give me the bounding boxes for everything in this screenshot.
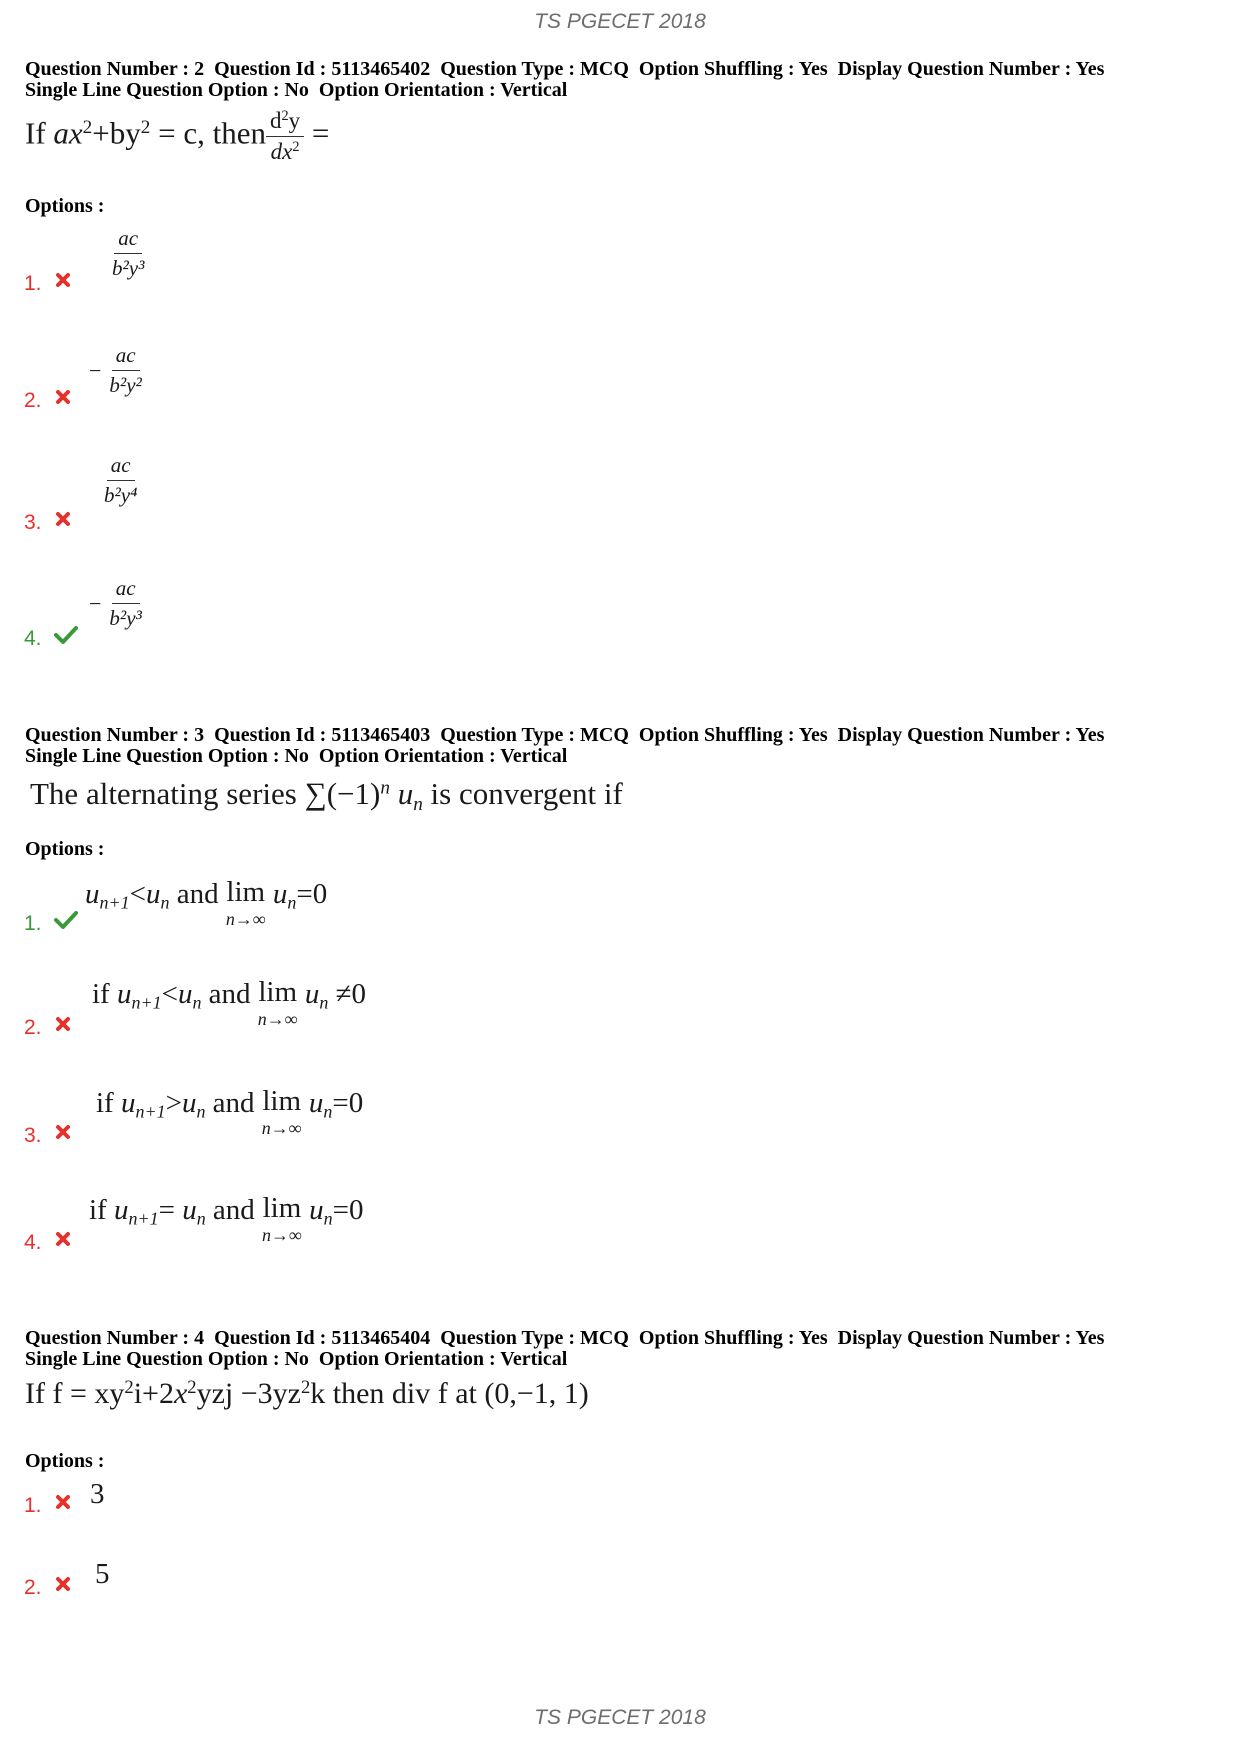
option-relation: > (165, 1087, 182, 1119)
cross-icon (54, 388, 72, 406)
option-number: 1. (24, 1494, 42, 1517)
option-1-formula: $u_{n+1}<u_n$ and lim n→∞ $u_n=0$ (85, 876, 328, 929)
and-word: and (212, 1194, 255, 1226)
check-icon (54, 624, 78, 646)
option-sign: − (89, 357, 102, 383)
option-numerator: ac (112, 576, 140, 604)
stem-mid1: i+2 (133, 1377, 174, 1411)
option-numerator: ac (107, 453, 135, 481)
cross-icon (54, 271, 72, 289)
lim-subscript: n→∞ (262, 1225, 302, 1245)
option-denominator: b²y³ (112, 256, 145, 280)
and-word: and (176, 878, 219, 910)
question-meta-line2: Single Line Question Option : No Option Orientation : Vertical (25, 1348, 568, 1370)
options-label: Options : (25, 1450, 105, 1472)
cross-icon (54, 1123, 72, 1141)
cross-icon (54, 1575, 72, 1593)
stem-tail: k then div f at (0,−1, 1) (310, 1377, 589, 1411)
option-2-value: 5 (95, 1558, 110, 1590)
question-meta-line1: Question Number : 2 Question Id : 5113465402 Question Type : MCQ Option Shuffling : Yes Display Question Number : Yes (25, 58, 1105, 80)
lim-subscript: n→∞ (257, 1009, 298, 1029)
question-meta-line1: Question Number : 4 Question Id : 5113465404 Question Type : MCQ Option Shuffling : Yes Display Question Number : Yes (25, 1327, 1105, 1349)
options-label: Options : (25, 195, 105, 217)
cross-icon (54, 510, 72, 528)
cross-icon (54, 1230, 72, 1248)
cross-icon (54, 1493, 72, 1511)
option-tail: =0 (332, 1194, 364, 1226)
option-number: 2. (24, 389, 42, 412)
option-3-formula (100, 453, 141, 508)
options-label: Options : (25, 838, 105, 860)
stem-then: then (212, 115, 266, 151)
stem-mid2: yzj −3yz (196, 1377, 301, 1411)
option-numerator: ac (114, 226, 142, 254)
option-denominator: b²y⁴ (104, 483, 138, 507)
stem-rhs: = (311, 115, 330, 151)
option-tail: =0 (332, 1087, 364, 1119)
option-denominator: b²y³ (109, 606, 142, 630)
option-2-formula (89, 343, 146, 398)
and-word: and (208, 978, 251, 1010)
option-number: 2. (24, 1016, 42, 1039)
option-number: 1. (24, 272, 42, 295)
option-number: 4. (24, 627, 42, 650)
lim-word: lim (226, 876, 266, 908)
option-4-formula: if $u_{n+1}= u_n$ and lim n→∞ $u_n=0$ (89, 1192, 364, 1245)
option-number: 3. (24, 511, 42, 534)
question-meta-line1: Question Number : 3 Question Id : 5113465403 Question Type : MCQ Option Shuffling : Yes Display Question Number : Yes (25, 724, 1105, 746)
stem-suffix: is convergent if (430, 776, 623, 811)
question-stem: If $f = xy^2i+2x^2yzj -3yz^2k$ then div f at (0,−1, 1) (25, 1377, 589, 1411)
stem-eq-c: = c, (158, 115, 205, 151)
option-relation: = (158, 1194, 175, 1226)
option-1-formula (108, 226, 148, 281)
cross-icon (54, 1015, 72, 1033)
option-2-formula: if $u_{n+1}<u_n$ and lim n→∞ $u_n \ne 0$ (92, 976, 367, 1029)
option-numerator: ac (112, 343, 140, 371)
and-word: and (212, 1087, 255, 1119)
lim-subscript: n→∞ (261, 1118, 302, 1138)
lim-subscript: n→∞ (225, 909, 266, 929)
option-number: 4. (24, 1231, 42, 1254)
option-number: 3. (24, 1124, 42, 1147)
option-denominator: b²y² (109, 373, 142, 397)
question-stem: If $ax^2+by^2 = c$, then $\frac{d^2y}{dx^2}$ = (25, 108, 330, 164)
question-meta-line2: Single Line Question Option : No Option Orientation : Vertical (25, 79, 568, 101)
page-footer: TS PGECET 2018 (534, 1706, 706, 1729)
lim-word: lim (262, 1192, 302, 1224)
option-tail: ≠0 (335, 978, 367, 1010)
option-number: 2. (24, 1576, 42, 1599)
option-lead: if (92, 978, 110, 1010)
check-icon (54, 909, 78, 931)
question-meta-line2: Single Line Question Option : No Option Orientation : Vertical (25, 745, 568, 767)
option-4-formula (89, 576, 146, 631)
option-lead: if (89, 1194, 107, 1226)
option-3-formula: if $u_{n+1}>u_n$ and lim n→∞ $u_n=0$ (96, 1085, 364, 1138)
page-header: TS PGECET 2018 (534, 10, 706, 33)
option-sign: − (89, 590, 102, 616)
option-1-value: 3 (90, 1478, 105, 1510)
question-stem: The alternating series $\sum(-1)^n$ $u_n$ is convergent if (30, 776, 623, 815)
option-number: 1. (24, 912, 42, 935)
option-lead: if (96, 1087, 114, 1119)
option-relation: < (161, 978, 178, 1010)
option-tail: =0 (296, 878, 328, 910)
lim-word: lim (258, 976, 298, 1008)
lim-word: lim (262, 1085, 302, 1117)
stem-prefix: The alternating series (30, 776, 297, 811)
option-relation: < (129, 878, 146, 910)
stem-if: If (25, 115, 46, 151)
stem-lead: If f = xy (25, 1377, 125, 1411)
